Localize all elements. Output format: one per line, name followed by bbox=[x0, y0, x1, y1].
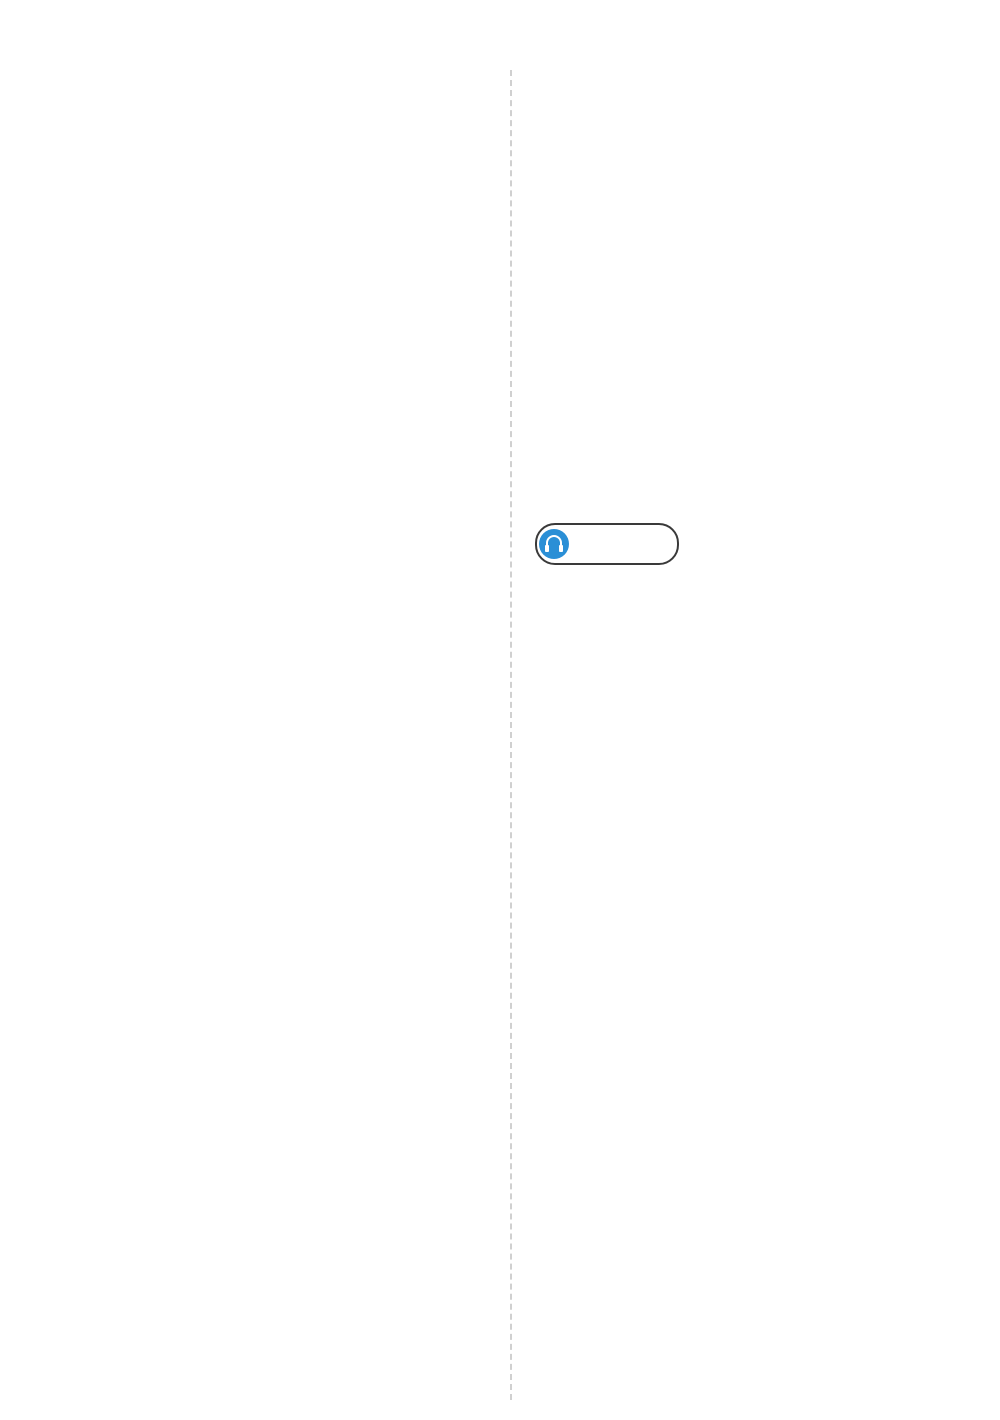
column-divider bbox=[510, 70, 512, 1400]
headphones-icon bbox=[539, 529, 569, 559]
listening-material-label bbox=[535, 523, 679, 565]
